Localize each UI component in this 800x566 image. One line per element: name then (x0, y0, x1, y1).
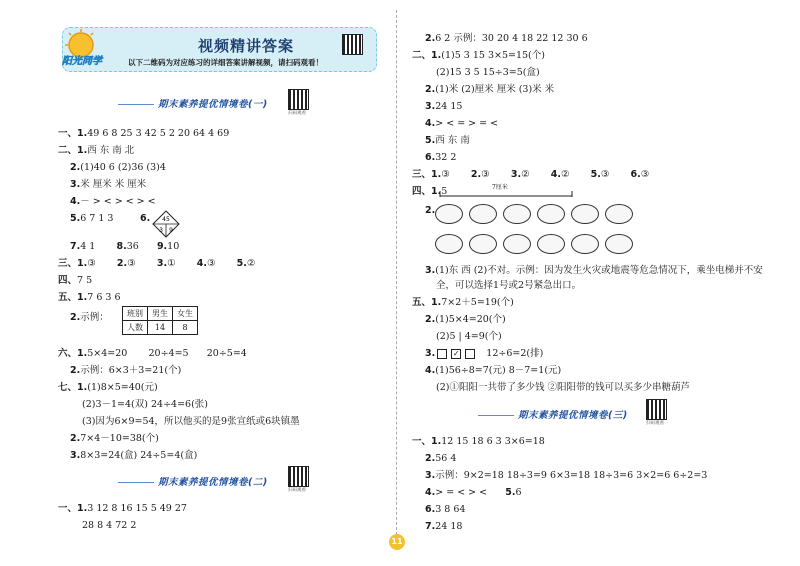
answer-line: 四、1.5 (412, 186, 448, 197)
answer-line: 3.示例：9×2=18 18÷3=9 6×3=18 18÷3=6 3×2=6 6÷2=3 (425, 470, 708, 481)
answer-line: (2)①阳阳一共带了多少钱 ②阳阳带的钱可以买多少串糖葫芦 (436, 382, 690, 393)
answer-label: 6. (140, 213, 151, 224)
answer-line: 3.米 厘米 米 厘米 (70, 179, 147, 190)
page-divider (396, 10, 397, 540)
count-table (122, 306, 198, 335)
answer-line: 三、1.③ 2.③ 3.② 4.② 5.③ 6.③ (412, 169, 650, 180)
answer-line: 6.32 2 (425, 152, 457, 163)
answer-line: 5.6 7 1 3 (70, 213, 114, 224)
answer-line: 7.24 18 (425, 521, 463, 532)
section-title-1: 期末素养提优情境卷(一) (154, 96, 272, 110)
table-header: 男生 (148, 307, 173, 321)
qr-code-icon[interactable] (288, 89, 309, 110)
answer-line: 五、1.7×2＋5=19(个) (412, 297, 514, 308)
page-subtitle: 以下二维码为对应练习的详细答案讲解视频，请扫码观看！ (128, 58, 323, 67)
answer-line: 7.4 1 8.36 9.10 (70, 241, 180, 252)
page-title: 视频精讲答案 (198, 37, 295, 55)
diamond-top: 45 (162, 216, 170, 223)
checkbox-empty (465, 349, 475, 359)
answer-line: 4.> = < > < 5.6 (425, 487, 522, 498)
answer-line: 四、7 5 (58, 275, 93, 286)
answer-line: (2)5 | 4=9(个) (436, 331, 502, 342)
vehicle-images (435, 204, 635, 260)
answer-line: 28 8 4 72 2 (82, 520, 137, 531)
ship-icon (469, 204, 497, 224)
answer-line: 2.56 4 (425, 453, 457, 464)
answer-line: 2.(1)40 6 (2)36 (3)4 (70, 162, 166, 173)
car-icon (571, 204, 599, 224)
answer-line: 五、1.7 6 3 6 (58, 292, 121, 303)
table-header: 女生 (173, 307, 198, 321)
boat-icon (537, 204, 565, 224)
bicycle-icon (605, 204, 633, 224)
answer-line: 七、1.(1)8×5=40(元) (58, 382, 158, 393)
answer-line: 全，可以选择1号或2号紧急出口。 (436, 280, 582, 291)
logo-text: 阳光同学 (62, 56, 102, 67)
answer-line: 二、1.(1)5 3 15 3×5=15(个) (412, 50, 545, 61)
answer-line: 2.(1)米 (2)厘米 厘米 (3)米 米 (425, 84, 555, 95)
table-cell: 人数 (123, 321, 148, 335)
page-number: 11 (389, 534, 405, 550)
answer-line: (3)因为6×9=54，所以他买的是9张宣纸或6块镇墨 (82, 416, 300, 427)
checkbox-empty (437, 349, 447, 359)
train-icon (605, 234, 633, 254)
qr-label: 扫码观看 (288, 111, 306, 116)
table-header: 班别 (123, 307, 148, 321)
answer-line: 一、1.3 12 8 16 15 5 49 27 (58, 503, 187, 514)
answer-line: 2.7×4－10=38(个) (70, 433, 159, 444)
answer-line: 5.西 东 南 (425, 135, 470, 146)
answer-line: 4.－ > < > < > < (70, 196, 156, 207)
answer-line: 3.(1)东 西 (2)不对。示例：因为发生火灾或地震等危急情况下，乘坐电梯并不安 (425, 265, 763, 276)
diamond-left: 3 (159, 227, 163, 234)
truck-icon (503, 204, 531, 224)
bus-icon (503, 234, 531, 254)
answer-line: 2. (425, 205, 436, 216)
tank-icon (537, 234, 565, 254)
answer-line: 三、1.③ 2.③ 3.① 4.③ 5.② (58, 258, 256, 269)
qr-code-icon[interactable] (288, 466, 309, 487)
answer-line: 二、1.西 东 南 北 (58, 145, 135, 156)
diamond-figure (152, 210, 180, 238)
answer-line: 2.示例： (70, 312, 109, 323)
answer-line: 3.8×3=24(盒) 24÷5=4(盒) (70, 450, 198, 461)
qr-label: 扫码观看 (288, 488, 306, 493)
checkbox-checked: ✓ (452, 348, 460, 358)
table-cell: 14 (148, 321, 173, 335)
car-icon (435, 204, 463, 224)
answer-line: 一、1.49 6 8 25 3 42 5 2 20 64 4 69 (58, 128, 230, 139)
answer-line: 2.6 2 示例：30 20 4 18 22 12 30 6 (425, 33, 588, 44)
answer-line: 4.> < = > = < (425, 118, 499, 129)
helicopter-icon (571, 234, 599, 254)
qr-code-icon[interactable] (342, 34, 363, 55)
airplane-icon (469, 234, 497, 254)
qr-label: 扫码观看 (646, 421, 664, 426)
answer-line: (2)15 3 5 15÷3=5(盒) (436, 67, 540, 78)
ruler-label: 7厘米 (492, 184, 508, 191)
table-cell: 8 (173, 321, 198, 335)
qr-code-icon[interactable] (646, 399, 667, 420)
answer-line: 3.24 15 (425, 101, 463, 112)
answer-line: 六、1.5×4=20 20÷4=5 20÷5=4 (58, 348, 247, 359)
answer-line: 4.(1)56÷8=7(元) 8－7=1(元) (425, 365, 562, 376)
section-title-3: 期末素养提优情境卷(三) (514, 407, 632, 421)
answer-line: 2.示例：6×3＋3=21(个) (70, 365, 182, 376)
section-title-2: 期末素养提优情境卷(二) (154, 474, 272, 488)
answer-line: 3. ✓ 12÷6=2(排) (425, 348, 544, 359)
answer-line: 6.3 8 64 (425, 504, 466, 515)
diamond-right: 9 (169, 227, 173, 234)
answer-line: 一、1.12 15 18 6 3 3×6=18 (412, 436, 545, 447)
answer-line: (2)3－1=4(双) 24÷4=6(张) (82, 399, 208, 410)
tractor-icon (435, 234, 463, 254)
answer-line: 2.(1)5×4=20(个) (425, 314, 506, 325)
